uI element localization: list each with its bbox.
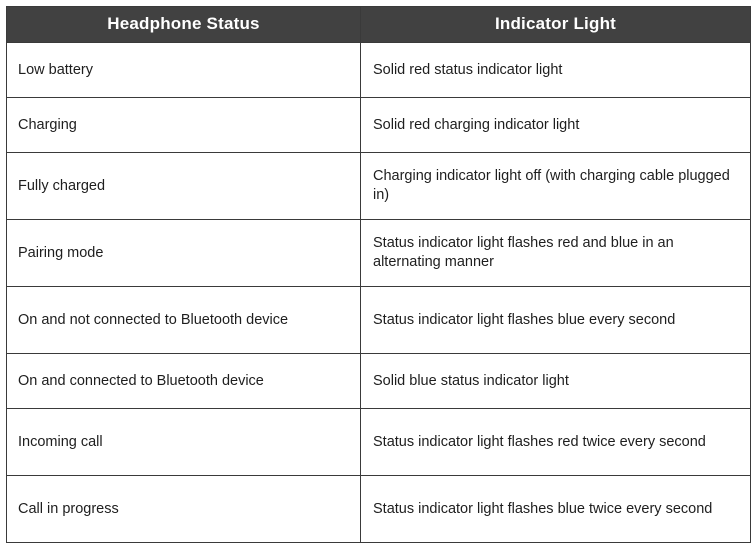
table-header-row: [7, 7, 751, 43]
table-row: [7, 98, 751, 153]
cell-indicator-light: Solid red status indicator light: [361, 43, 751, 98]
cell-headphone-status: Pairing mode: [7, 220, 361, 287]
cell-indicator-light: Status indicator light flashes red and blue in an alternating manner: [361, 220, 751, 287]
table-row: [7, 409, 751, 476]
cell-headphone-status: Fully charged: [7, 153, 361, 220]
cell-indicator-light: Status indicator light flashes blue every second: [361, 287, 751, 354]
column-header-headphone-status: Headphone Status: [7, 7, 361, 43]
column-header-indicator-light: Indicator Light: [361, 7, 751, 43]
cell-indicator-light: Solid red charging indicator light: [361, 98, 751, 153]
cell-headphone-status: On and not connected to Bluetooth device: [7, 287, 361, 354]
table-row: [7, 43, 751, 98]
table-row: [7, 287, 751, 354]
table-row: [7, 153, 751, 220]
headphone-status-table: [6, 6, 751, 543]
table-body: [7, 43, 751, 543]
cell-indicator-light: Solid blue status indicator light: [361, 354, 751, 409]
cell-headphone-status: Low battery: [7, 43, 361, 98]
cell-headphone-status: Call in progress: [7, 476, 361, 543]
table-row: [7, 220, 751, 287]
table-header: [7, 7, 751, 43]
cell-headphone-status: Incoming call: [7, 409, 361, 476]
cell-headphone-status: On and connected to Bluetooth device: [7, 354, 361, 409]
table-row: [7, 476, 751, 543]
table-row: [7, 354, 751, 409]
cell-headphone-status: Charging: [7, 98, 361, 153]
cell-indicator-light: Status indicator light flashes blue twice every second: [361, 476, 751, 543]
cell-indicator-light: Status indicator light flashes red twice every second: [361, 409, 751, 476]
cell-indicator-light: Charging indicator light off (with charging cable plugged in): [361, 153, 751, 220]
